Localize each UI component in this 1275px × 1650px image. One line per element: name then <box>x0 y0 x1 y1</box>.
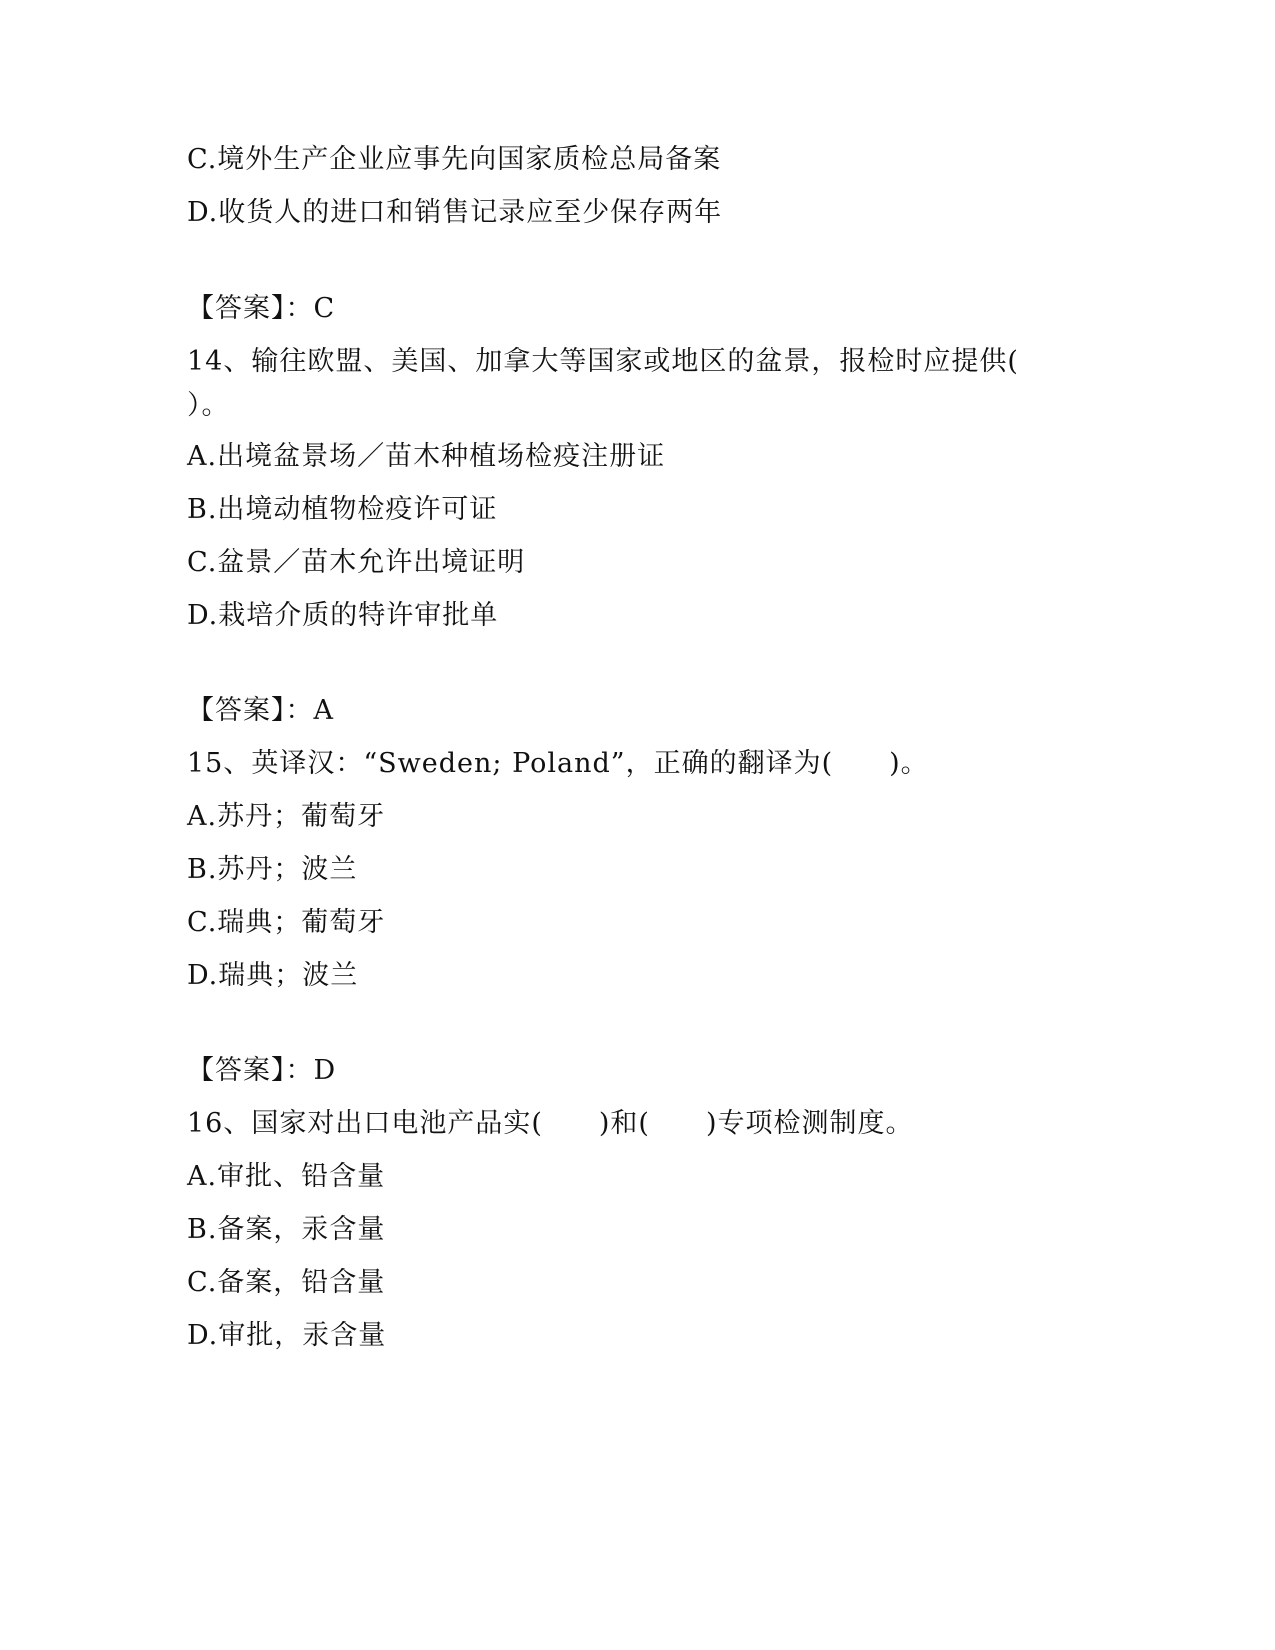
answer-14: 【答案】：A <box>187 695 334 726</box>
question-15: 15、英译汉：“Sweden; Poland”，正确的翻译为( )。 <box>187 748 929 779</box>
question-14-line2: ）。 <box>187 390 230 421</box>
option-15-c: C.瑞典；葡萄牙 <box>187 907 386 938</box>
option-16-a: A.审批、铅含量 <box>187 1161 386 1192</box>
option-16-b: B.备案，汞含量 <box>187 1214 386 1245</box>
option-15-b: B.苏丹；波兰 <box>187 854 358 885</box>
answer-prev: 【答案】：C <box>187 293 336 324</box>
option-d-prev: D.收货人的进口和销售记录应至少保存两年 <box>187 197 723 228</box>
option-14-b: B.出境动植物检疫许可证 <box>187 494 498 525</box>
option-16-d: D.审批，汞含量 <box>187 1320 387 1351</box>
question-14-line1: 14、输往欧盟、美国、加拿大等国家或地区的盆景，报检时应提供( <box>187 346 1019 377</box>
option-14-c: C.盆景／苗木允许出境证明 <box>187 547 526 578</box>
answer-15: 【答案】：D <box>187 1055 337 1086</box>
option-15-a: A.苏丹；葡萄牙 <box>187 801 386 832</box>
option-15-d: D.瑞典；波兰 <box>187 960 359 991</box>
option-16-c: C.备案，铅含量 <box>187 1267 386 1298</box>
option-14-d: D.栽培介质的特许审批单 <box>187 600 499 631</box>
option-c-prev: C.境外生产企业应事先向国家质检总局备案 <box>187 144 722 175</box>
option-14-a: A.出境盆景场／苗木种植场检疫注册证 <box>187 441 666 472</box>
question-16: 16、国家对出口电池产品实( )和( )专项检测制度。 <box>187 1108 914 1139</box>
